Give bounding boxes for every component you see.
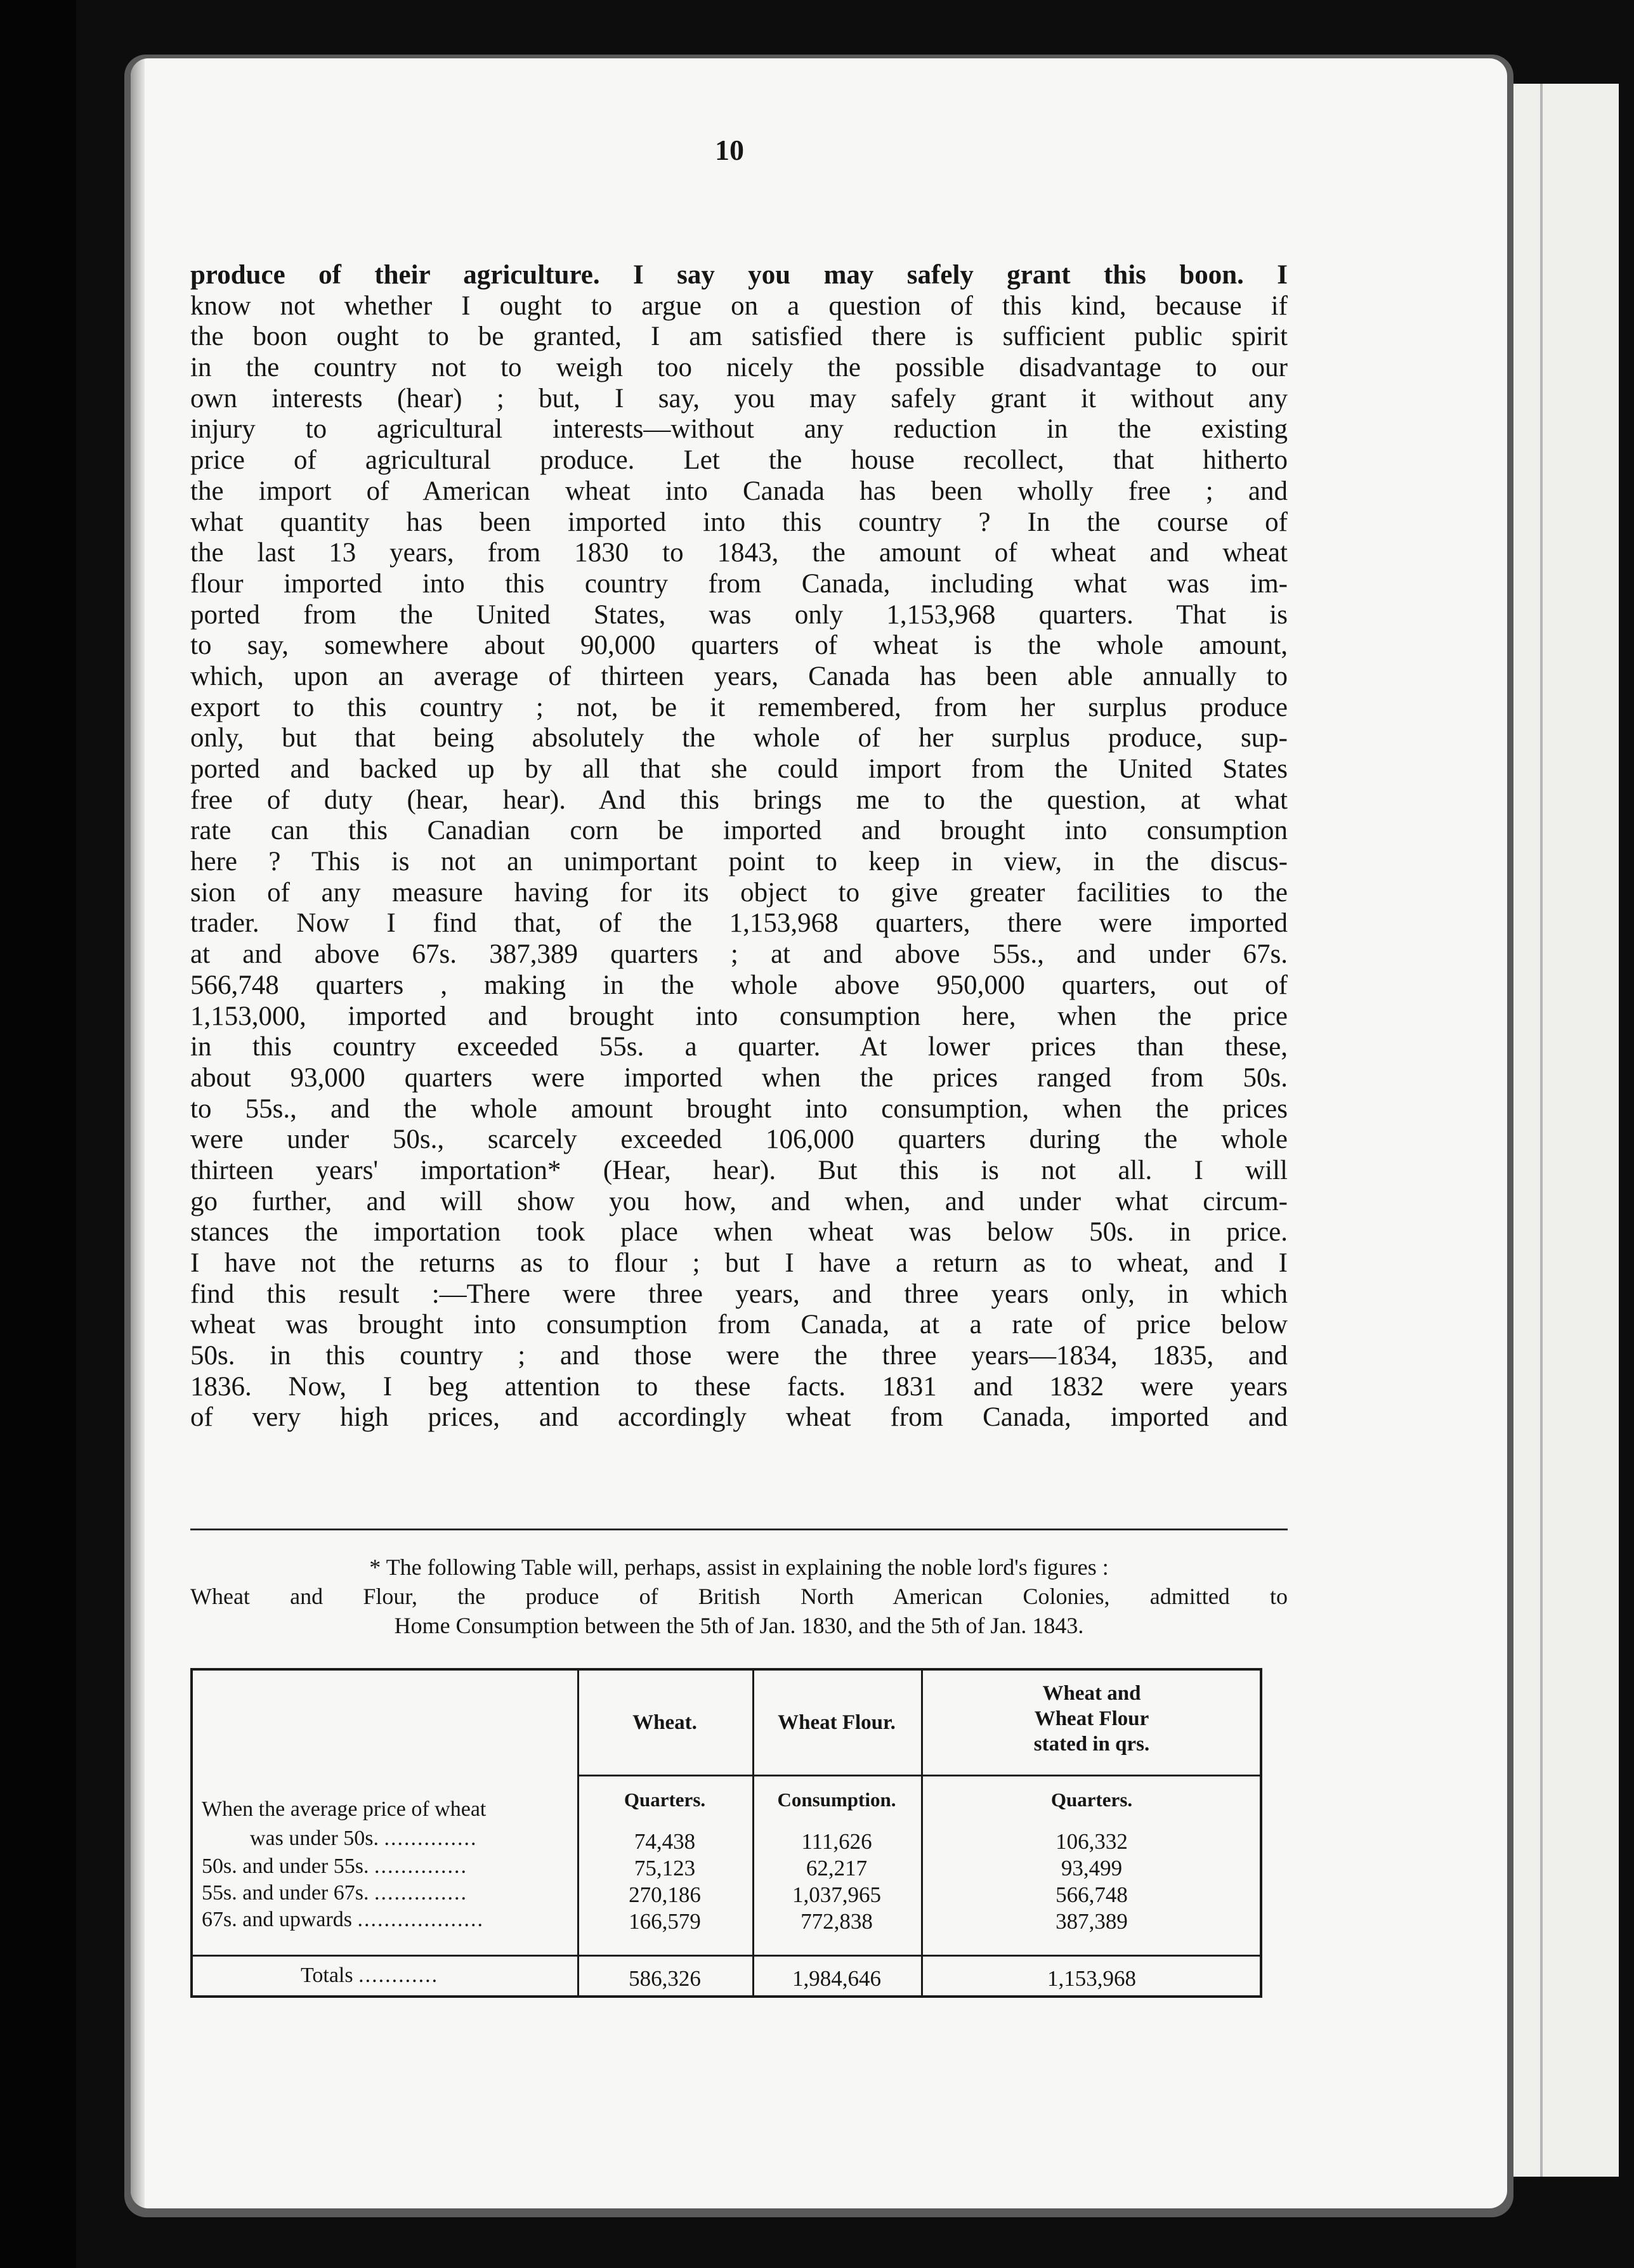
totals-cell: 586,326 (629, 1966, 701, 1991)
body-line: own interests (hear) ; but, I say, you may safely grant it without any (190, 383, 1288, 414)
body-line: here ? This is not an unimportant point to keep in view, in the discus- (190, 847, 1288, 877)
col-header-combined: stated in qrs. (1033, 1733, 1150, 1756)
table-cell: 387,389 (1056, 1909, 1128, 1934)
footnote-divider (190, 1528, 1288, 1530)
table-cell: 111,626 (801, 1829, 872, 1854)
body-line: I have not the returns as to flour ; but I have a return as to wheat, and I (190, 1248, 1288, 1278)
body-line: ported from the United States, was only 1,153,968 quarters. That is (190, 599, 1288, 630)
col-header-wheat: Wheat. (632, 1711, 697, 1734)
page-binding-edge (131, 58, 145, 2208)
body-line: free of duty (hear, hear). And this brings me to the question, at what (190, 785, 1288, 815)
body-line: at and above 67s. 387,389 quarters ; at and above 55s., and under 67s. (190, 939, 1288, 970)
body-line: find this result :—There were three years, and three years only, in which (190, 1279, 1288, 1309)
body-line: 50s. in this country ; and those were the three years—1834, 1835, and (190, 1341, 1288, 1371)
table-row-label: 50s. and under 55s. .............. (202, 1854, 467, 1878)
body-line: were under 50s., scarcely exceeded 106,000 quarters during the whole (190, 1124, 1288, 1155)
table-caption-line: Wheat and Flour, the produce of British North American Colonies, admitted to (190, 1584, 1288, 1609)
body-line: 1836. Now, I beg attention to these facts. 1831 and 1832 were years (190, 1371, 1288, 1402)
wheat-import-table (190, 1668, 1262, 1998)
body-line: wheat was brought into consumption from Canada, at a rate of price below (190, 1310, 1288, 1340)
totals-cell: 1,153,968 (1047, 1966, 1136, 1991)
table-cell: 75,123 (634, 1856, 696, 1880)
table-cell: 566,748 (1056, 1882, 1128, 1907)
body-line: to say, somewhere about 90,000 quarters of wheat is the whole amount, (190, 630, 1288, 661)
table-cell: 106,332 (1056, 1829, 1128, 1854)
scan-background (0, 0, 76, 2268)
table-cell: 772,838 (801, 1909, 873, 1934)
body-line: go further, and will show you how, and when, and under what circum- (190, 1186, 1288, 1216)
body-line: stances the importation took place when wheat was below 50s. in price. (190, 1217, 1288, 1248)
table-row-label: 67s. and upwards ................... (202, 1908, 485, 1931)
page-number: 10 (715, 134, 744, 166)
body-line: the boon ought to be granted, I am satisfied there is sufficient public spirit (190, 322, 1288, 352)
table-cell: 74,438 (634, 1829, 696, 1854)
totals-divider (193, 1955, 1262, 1957)
body-line: in the country not to weigh too nicely the possible disadvantage to our (190, 353, 1288, 383)
totals-cell: 1,984,646 (792, 1966, 881, 1991)
adjacent-page-edge (1507, 84, 1619, 2177)
table-cell: 93,499 (1061, 1856, 1123, 1880)
header-divider (577, 1775, 1262, 1776)
body-line: 566,748 quarters , making in the whole above 950,000 quarters, out of (190, 970, 1288, 1000)
body-line: only, but that being absolutely the whole of her surplus produce, sup- (190, 723, 1288, 753)
footnote-intro: * The following Table will, perhaps, assist in explaining the noble lord's figures : (369, 1554, 1109, 1580)
body-line: about 93,000 quarters were imported when the prices ranged from 50s. (190, 1062, 1288, 1093)
table-cell: 270,186 (629, 1882, 701, 1907)
body-line: trader. Now I find that, of the 1,153,968 quarters, there were imported (190, 908, 1288, 939)
sub-header-wheat: Quarters. (624, 1789, 706, 1811)
body-line: in this country exceeded 55s. a quarter. At lower prices than these, (190, 1032, 1288, 1062)
col-header-combined: Wheat and (1042, 1682, 1141, 1705)
body-line: 1,153,000, imported and brought into consumption here, when the price (190, 1001, 1288, 1031)
totals-label: Totals ............ (301, 1964, 439, 1987)
body-line: price of agricultural produce. Let the house recollect, that hitherto (190, 445, 1288, 476)
table-cell: 62,217 (806, 1856, 868, 1880)
table-caption-line: Home Consumption between the 5th of Jan. 1830, and the 5th of Jan. 1843. (394, 1613, 1084, 1638)
body-line: sion of any measure having for its object to give greater facilities to the (190, 877, 1288, 908)
body-line: what quantity has been imported into this country ? In the course of (190, 507, 1288, 537)
body-line: export to this country ; not, be it remembered, from her surplus produce (190, 692, 1288, 722)
footnote (190, 1553, 1288, 1640)
table-cell: 166,579 (629, 1909, 701, 1934)
body-line: injury to agricultural interests—without any reduction in the existing (190, 414, 1288, 445)
table-row-label: was under 50s. .............. (250, 1827, 478, 1850)
body-line: flour imported into this country from Canada, including what was im- (190, 568, 1288, 599)
body-line: of very high prices, and accordingly wheat from Canada, imported and (190, 1402, 1288, 1433)
table-row-label: 55s. and under 67s. .............. (202, 1881, 467, 1905)
table-cell: 1,037,965 (792, 1882, 881, 1907)
body-line: the last 13 years, from 1830 to 1843, the amount of wheat and wheat (190, 538, 1288, 568)
col-header-combined: Wheat Flour (1034, 1707, 1149, 1730)
body-line: rate can this Canadian corn be imported and brought into consumption (190, 816, 1288, 846)
col-header-wheat-flour: Wheat Flour. (778, 1711, 896, 1734)
body-line: know not whether I ought to argue on a question of this kind, because if (190, 290, 1288, 321)
sub-header-combined: Quarters. (1050, 1789, 1133, 1811)
sub-header-wheat-flour: Consumption. (777, 1789, 896, 1811)
row-intro-label: When the average price of wheat (202, 1797, 487, 1821)
body-line: to 55s., and the whole amount brought into consumption, when the prices (190, 1093, 1288, 1124)
body-line: the import of American wheat into Canada has been wholly free ; and (190, 476, 1288, 506)
body-line: ported and backed up by all that she could import from the United States (190, 754, 1288, 784)
body-line: thirteen years' importation* (Hear, hear). But this is not all. I will (190, 1155, 1288, 1185)
body-line: which, upon an average of thirteen years, Canada has been able annually to (190, 661, 1288, 691)
body-line: produce of their agriculture. I say you may safely grant this boon. I (190, 260, 1288, 290)
body-text (190, 260, 1288, 1433)
